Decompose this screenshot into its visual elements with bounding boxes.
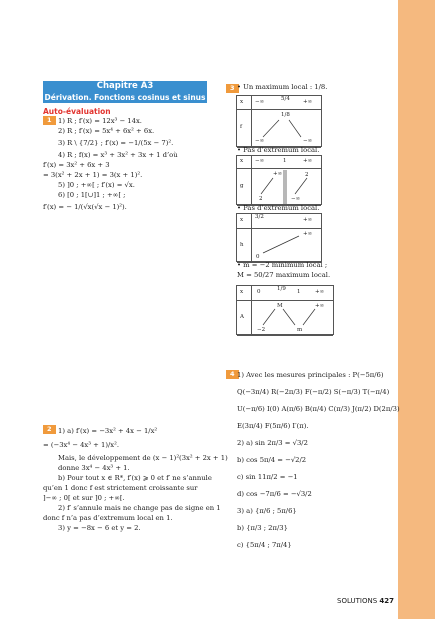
table-value: −2: [257, 327, 266, 333]
variation-arrows: [237, 169, 321, 205]
table-x-label: x: [240, 99, 244, 105]
table-value: 1/9: [277, 286, 286, 292]
table-value: +∞: [273, 171, 283, 177]
bullet-min-local: • m = −2 minimum local ;: [237, 261, 328, 269]
chapter-subtitle: Dérivation. Fonctions cosinus et sinus: [44, 93, 206, 102]
bullet-no-extremum: • Pas d’extremum local.: [237, 204, 320, 212]
variation-table-f: [236, 95, 322, 147]
bullet-max-local: • Un maximum local : 1/8.: [237, 83, 328, 91]
text-line: 1) R ; f′(x) = 12x³ − 14x.: [58, 117, 142, 125]
table-value: 2: [305, 172, 309, 178]
text-line: 2) R ; f′(x) = 5x⁴ + 6x² + 6x.: [58, 127, 155, 135]
variation-arrows: [237, 229, 321, 262]
table-f-label: h: [240, 242, 244, 248]
table-value: −∞: [255, 99, 265, 105]
exercise-3-badge: 3: [226, 84, 239, 93]
text-line: 4) R ; f(x) = x³ + 3x² + 3x + 1 d’où: [58, 151, 178, 159]
text-line: c) sin 11π/2 = −1: [237, 473, 298, 481]
bullet-max-local-value: M = 50/27 maximum local.: [237, 271, 331, 279]
text-line: f′(x) = − 1/(√x(√x − 1)²).: [43, 203, 127, 211]
text-line: 6) [0 ; 1[∪]1 ; +∞[ ;: [58, 191, 126, 199]
table-value: +∞: [303, 217, 313, 223]
text-line: E(3π/4) F(5π/6) I′(π).: [237, 422, 309, 430]
variation-arrows: [237, 110, 321, 147]
table-x-label: x: [240, 217, 244, 223]
table-value: +∞: [315, 289, 325, 295]
table-f-label: A: [240, 314, 244, 320]
exercise-2-badge: 2: [43, 425, 56, 434]
table-value: +∞: [315, 303, 325, 309]
text-line: 1) a) f′(x) = −3x² + 4x − 1/x²: [58, 427, 158, 435]
table-f-label: f: [240, 124, 243, 130]
variation-table-g: [236, 155, 322, 205]
table-f-label: g: [240, 183, 244, 189]
text-line: b) cos 5π/4 = −√2/2: [237, 456, 307, 464]
text-line: donc f n’a pas d’extremum local en 1.: [43, 514, 173, 522]
footer-label: SOLUTIONS: [337, 597, 378, 605]
text-line: 2) a) sin 2π/3 = √3/2: [237, 439, 308, 447]
table-value: −∞: [255, 138, 265, 144]
text-line: donne 3x⁴ − 4x³ + 1.: [58, 464, 130, 472]
table-value: −∞: [303, 138, 313, 144]
chapter-banner: [43, 81, 207, 103]
table-value: 2: [259, 196, 263, 202]
exercise-4: [237, 367, 400, 554]
page-footer: [337, 597, 394, 605]
text-line: 2) f′ s’annule mais ne change pas de signe en 1: [58, 504, 221, 512]
table-value: +∞: [303, 231, 313, 237]
text-line: 3) R \ {7/2} ; f′(x) = −1/(5x − 7)².: [58, 139, 174, 147]
table-value: +∞: [303, 158, 313, 164]
table-value: m: [297, 327, 303, 333]
table-value: M: [277, 303, 283, 309]
text-line: qu’en 1 donc f est strictement croissante sur: [43, 484, 198, 492]
text-line: 5) ]0 ; +∞[ ; f′(x) = √x.: [58, 181, 135, 189]
text-line: c) {5π/4 ; 7π/4}: [237, 541, 292, 549]
variation-table-A: [236, 285, 334, 335]
bullet-no-extremum: • Pas d’extremum local.: [237, 146, 320, 154]
chapter-title: Chapitre A3: [96, 81, 154, 91]
table-value: −∞: [291, 196, 301, 202]
text-line: 1) Avec les mesures principales : P(−5π/6): [237, 371, 384, 379]
text-line: 3) a) {π/6 ; 5π/6}: [237, 507, 297, 515]
table-value: −∞: [255, 158, 265, 164]
variation-table-h: [236, 213, 322, 262]
table-x-label: x: [240, 289, 244, 295]
table-x-label: x: [240, 158, 244, 164]
table-value: 3/2: [255, 214, 264, 220]
page-edge-tab: [398, 0, 435, 619]
table-value: 1: [283, 158, 287, 164]
table-value: 1: [297, 289, 301, 295]
table-value: +∞: [303, 99, 313, 105]
text-line: ]−∞ ; 0[ et sur ]0 ; +∞[.: [43, 494, 125, 502]
table-value: 0: [257, 289, 261, 295]
text-line: = (−3x⁴ − 4x³ + 1)/x².: [43, 441, 119, 449]
table-value: 5/4: [281, 96, 290, 102]
exercise-4-badge: 4: [226, 370, 239, 379]
section-heading: Auto-évaluation: [43, 107, 111, 116]
text-line: d) cos −7π/6 = −√3/2: [237, 490, 312, 498]
page-number: 427: [379, 597, 395, 605]
table-value: 1/8: [281, 112, 290, 118]
exercise-1-badge: 1: [43, 116, 56, 125]
text-line: b) {π/3 ; 2π/3}: [237, 524, 288, 532]
text-line: 3) y = −8x − 6 et y = 2.: [58, 524, 141, 532]
text-line: f′(x) = 3x² + 6x + 3: [43, 161, 110, 169]
text-line: U(−π/6) I(0) A(π/6) B(π/4) C(π/3) J(π/2) D(2π/3): [237, 405, 400, 413]
text-line: Mais, le développement de (x − 1)²(3x² + 2x + 1): [58, 454, 228, 462]
text-line: Q(−3π/4) R(−2π/3) F(−π/2) S(−π/3) T(−π/4): [237, 388, 390, 396]
text-line: b) Pour tout x ∈ R*, f′(x) ⩾ 0 et f′ ne s’annule: [58, 474, 212, 482]
text-line: = 3(x² + 2x + 1) = 3(x + 1)².: [43, 171, 143, 179]
table-value: 0: [256, 254, 260, 260]
